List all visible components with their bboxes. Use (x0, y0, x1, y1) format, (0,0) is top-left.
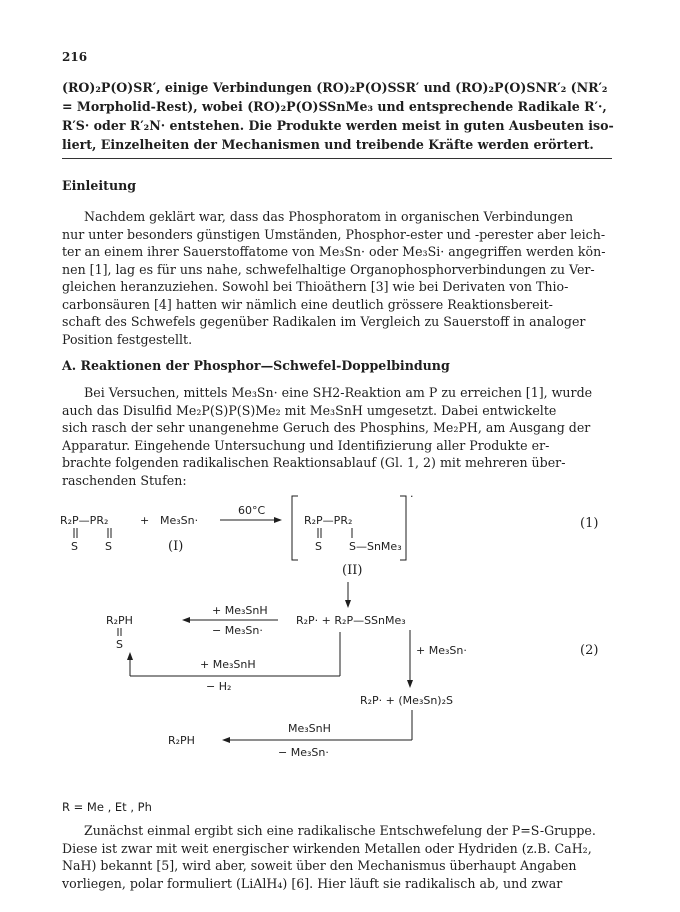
eq1-bracket-left (292, 496, 298, 560)
text-line: nur unter besonders günstigen Umständen, Phosphor-ester und -perester aber leich- (62, 226, 606, 242)
eq1-sulfur: S (105, 540, 112, 553)
final-paragraph (62, 822, 622, 892)
text-line: gleichen heranzuziehen. Sowohl bei Thioäthern [3] wie bei Derivaten von Thio- (62, 279, 569, 294)
text-line: Bei Versuchen, mittels Me₃Sn· eine SH2-Reaktion am P zu erreichen [1], wurde (84, 385, 593, 400)
eq2-bottom-product: R₂PH (168, 734, 195, 747)
eq1-sulfur: S (71, 540, 78, 553)
eq2-left-byproduct: − H₂ (206, 680, 232, 693)
eq1-condition: 60°C (238, 504, 266, 517)
eq2-left-reagent: + Me₃SnH (200, 658, 256, 671)
eq2-top-reagent: + Me₃SnH (212, 604, 268, 617)
substituent-legend: R = Me , Et , Ph (62, 800, 152, 814)
eq1-product: R₂P—PR₂ (304, 514, 353, 527)
eq2-bottom-reagent: Me₃SnH (288, 722, 331, 735)
compound-label-I: (I) (168, 539, 184, 554)
reaction-scheme (60, 478, 620, 778)
abstract-line: liert, Einzelheiten der Mechanismen und treibende Kräfte werden erörtert. (62, 137, 594, 152)
eq2-top-byproduct: − Me₃Sn· (212, 624, 263, 637)
heading-section-a: A. Reaktionen der Phosphor—Schwefel-Doppelbindung (62, 358, 450, 373)
eq1-reagent: Me₃Sn· (160, 514, 199, 527)
text-line: raschenden Stufen: (62, 472, 187, 488)
eq2-lower-right: R₂P· + (Me₃Sn)₂S (360, 694, 453, 707)
equation-number-2: (2) (580, 643, 599, 658)
eq2-center: R₂P· + R₂P—SSnMe₃ (296, 614, 406, 627)
heading-einleitung: Einleitung (62, 178, 137, 193)
eq2-bottom-arrowhead (222, 737, 230, 743)
eq2-loop-arrowhead (127, 652, 133, 660)
text-line: ter an einem ihrer Sauerstoffatome von Me₃Sn· oder Me₃Si· angegriffen werden kön- (62, 244, 606, 259)
text-line: vorliegen, polar formuliert (LiAlH₄) [6]. Hier läuft sie radikalisch ab, und zwar (62, 875, 563, 891)
eq1-reactant: R₂P—PR₂ (60, 514, 109, 527)
text-line: Nachdem geklärt war, dass das Phosphoratom in organischen Verbindungen (84, 209, 574, 224)
text-line: carbonsäuren [4] hatten wir nämlich eine deutlich grössere Reaktionsbereit- (62, 296, 553, 312)
eq2-phosphine-sulfide: R₂PH (106, 614, 133, 627)
text-line: Position festgestellt. (62, 331, 193, 347)
text-line: NaH) bekannt [5], wird aber, soweit über den Mechanismus überhaupt Angaben (62, 858, 577, 873)
text-line: Apparatur. Eingehende Untersuchung und Identifizierung aller Produkte er- (62, 437, 550, 453)
eq2-left-arrowhead (182, 617, 190, 623)
text-line: sich rasch der sehr unangenehme Geruch des Phosphins, Me₂PH, am Ausgang der (62, 420, 591, 435)
text-line: brachte folgenden radikalischen Reaktionsablauf (Gl. 1, 2) mit mehreren über- (62, 455, 566, 470)
text-line: nen [1], lag es für uns nahe, schwefelhaltige Organophosphorverbindungen zu Ver- (62, 261, 595, 277)
text-line: Diese ist zwar mit weit energischer wirkenden Metallen oder Hydriden (z.B. CaH₂, (62, 840, 592, 856)
text-line: schaft des Schwefels gegenüber Radikalen im Vergleich zu Sauerstoff in analoger (62, 314, 586, 329)
eq2-sulfur: S (116, 638, 123, 651)
abstract-line: R′S· oder R′₂N· entstehen. Die Produkte werden meist in guten Ausbeuten iso- (62, 118, 614, 133)
eq1-arrowhead (274, 517, 282, 523)
eq2-bottom-byproduct: − Me₃Sn· (278, 746, 329, 759)
text-line: Zunächst einmal ergibt sich eine radikalische Entschwefelung der P=S-Gruppe. (84, 823, 596, 838)
abstract (62, 78, 622, 154)
compound-label-II: (II) (342, 563, 363, 578)
eq2-right-down-arrowhead (407, 680, 413, 688)
page-number: 216 (62, 50, 88, 64)
section-a-paragraph (62, 384, 622, 489)
intro-paragraph (62, 208, 622, 348)
eq2-right-reagent: + Me₃Sn· (416, 644, 467, 657)
text-line: auch das Disulfid Me₂P(S)P(S)Me₂ mit Me₃SnH umgesetzt. Dabei entwickelte (62, 402, 557, 418)
abstract-line: (RO)₂P(O)SR′, einige Verbindungen (RO)₂P(O)SSR′ und (RO)₂P(O)SNR′₂ (NR′₂ (62, 80, 608, 95)
eq2-down-arrowhead (345, 600, 351, 608)
eq1-product-sulfur: S (315, 540, 322, 553)
abstract-line: = Morpholid-Rest), wobei (RO)₂P(O)SSnMe₃ und entsprechende Radikale R′·, (62, 99, 607, 114)
radical-dot: · (410, 490, 414, 503)
eq1-product-ssn: S—SnMe₃ (349, 540, 402, 553)
equation-number-1: (1) (580, 516, 599, 531)
eq1-plus: + (140, 514, 150, 527)
section-divider (62, 158, 612, 159)
